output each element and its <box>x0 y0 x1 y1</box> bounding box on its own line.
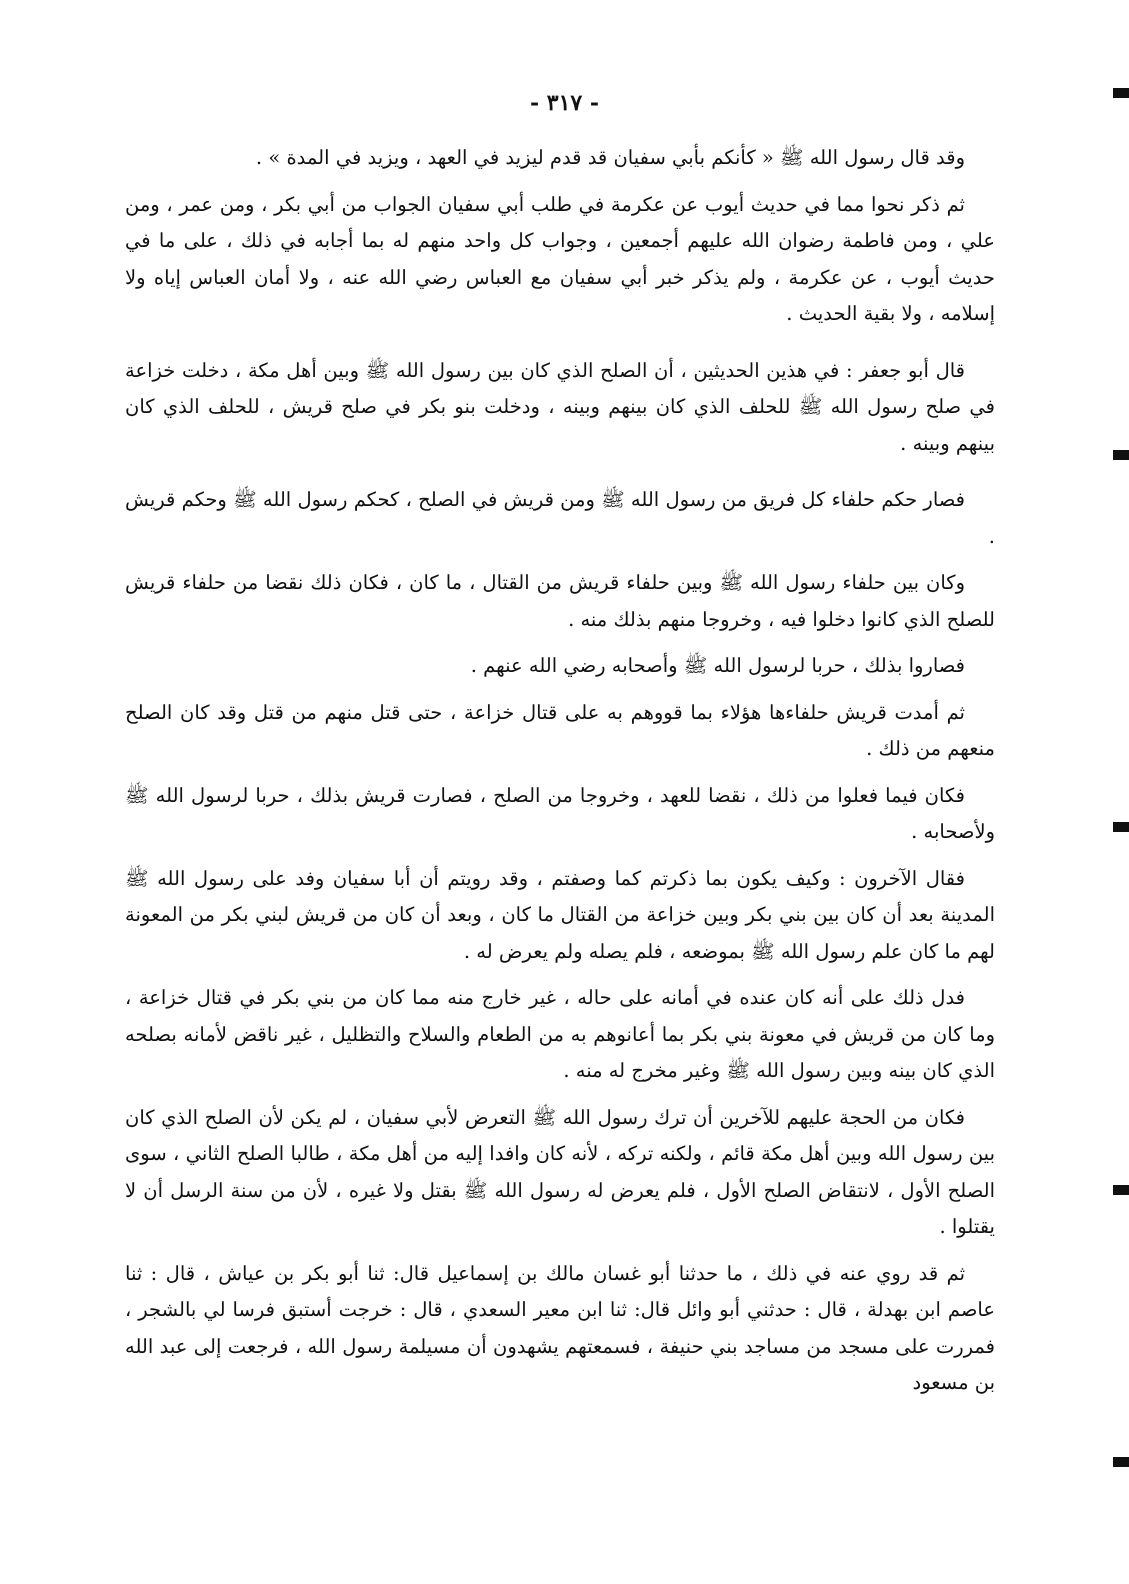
paragraph: قال أبو جعفر : في هذين الحديثين ، أن الصلح الذي كان بين رسول الله ﷺ وبين أهل مكة ، دخلت خزاعة في صلح رسول الله ﷺ للحلف الذي كان بينهم وبينه ، ودخلت بنو بكر في صلح قريش ، للحلف الذي كان بينهم وبينه . <box>125 358 995 455</box>
paragraph: ثم ذكر نحوا مما في حديث أيوب عن عكرمة في طلب أبي سفيان الجواب من أبي بكر ، ومن عمر ، ومن علي ، ومن فاطمة رضوان الله عليهم أجمعين ، وجواب كل واحد منهم له بما أجابه في ذلك ، على ما في حديث أيوب ، عن عكرمة ، ولم يذكر خبر أبي سفيان مع العباس رضي الله عنه ، ولا أمان العباس إياه ولا إسلامه ، ولا بقية الحديث . <box>125 192 995 325</box>
scan-edge-mark <box>1113 1185 1129 1195</box>
page-number: - ٣١٧ - <box>529 90 600 116</box>
paragraph: فكان من الحجة عليهم للآخرين أن ترك رسول الله ﷺ التعرض لأبي سفيان ، لم يكن لأن الصلح الذي كان بين رسول الله وبين أهل مكة قائم ، ولكنه تركه ، لأنه كان وافدا إليه من أهل مكة ، طالبا الصلح الثاني ، سوى الصلح الأول ، لانتقاض الصلح الأول ، فلم يعرض له رسول الله ﷺ بقتل ولا غيره ، لأن من سنة الرسل أن لا يقتلوا . <box>125 1105 995 1238</box>
paragraph: فصاروا بذلك ، حربا لرسول الله ﷺ وأصحابه رضي الله عنهم . <box>470 654 965 677</box>
paragraph: فكان فيما فعلوا من ذلك ، نقضا للعهد ، وخروجا من الصلح ، فصارت قريش بذلك ، حربا لرسول الله ﷺ ولأصحابه . <box>125 783 995 843</box>
scan-edge-mark <box>1113 822 1129 832</box>
paragraph: ثم قد روي عنه في ذلك ، ما حدثنا أبو غسان مالك بن إسماعيل قال: ثنا أبو بكر بن عياش ، قال : ثنا عاصم ابن بهدلة ، قال : حدثني أبو وائل قال: ثنا ابن معير السعدي ، قال : خرجت أستبق فرسا لي بالشجر ، فمررت على مسجد من مساجد بني حنيفة ، فسمعتهم يشهدون أن مسيلمة رسول الله ، فرجعت إلى عبد الله بن مسعود <box>125 1261 995 1394</box>
paragraph: فصار حكم حلفاء كل فريق من رسول الله ﷺ ومن قريش في الصلح ، كحكم رسول الله ﷺ وحكم قريش . <box>125 488 995 548</box>
paragraph: فدل ذلك على أنه كان عنده في أمانه على حاله ، غير خارج منه مما كان من بني بكر في قتال خزاعة ، وما كان من قريش في معونة بني بكر بما أعانوهم به من الطعام والسلاح والتظليل ، غير ناقض لأمانه بصلحه الذي كان بينه وبين رسول الله ﷺ وغير مخرج له منه . <box>125 986 995 1082</box>
scan-edge-mark <box>1113 88 1129 98</box>
paragraph: فقال الآخرون : وكيف يكون بما ذكرتم كما وصفتم ، وقد رويتم أن أبا سفيان وفد على رسول الله ﷺ المدينة بعد أن كان بين بني بكر وبين خزاعة من القتال ما كان ، وبعد أن كان من قريش لبني بكر من المعونة لهم ما كان علم رسول الله ﷺ بموضعه ، فلم يصله ولم يعرض له . <box>125 866 995 963</box>
scan-edge-mark <box>1113 1457 1129 1467</box>
paragraph: وقد قال رسول الله ﷺ « كأنكم بأبي سفيان قد قدم ليزيد في العهد ، ويزيد في المدة » . <box>255 146 965 169</box>
paragraph: وكان بين حلفاء رسول الله ﷺ وبين حلفاء قريش من القتال ، ما كان ، فكان ذلك نقضا من حلفاء قريش للصلح الذي كانوا دخلوا فيه ، وخروجا منهم بذلك منه . <box>125 571 995 631</box>
body-text <box>125 140 995 1412</box>
paragraph: ثم أمدت قريش حلفاءها هؤلاء بما قووهم به على قتال خزاعة ، حتى قتل منهم من قتل وقد كان الصلح منعهم من ذلك . <box>125 700 995 760</box>
scan-edge-mark <box>1113 450 1129 460</box>
